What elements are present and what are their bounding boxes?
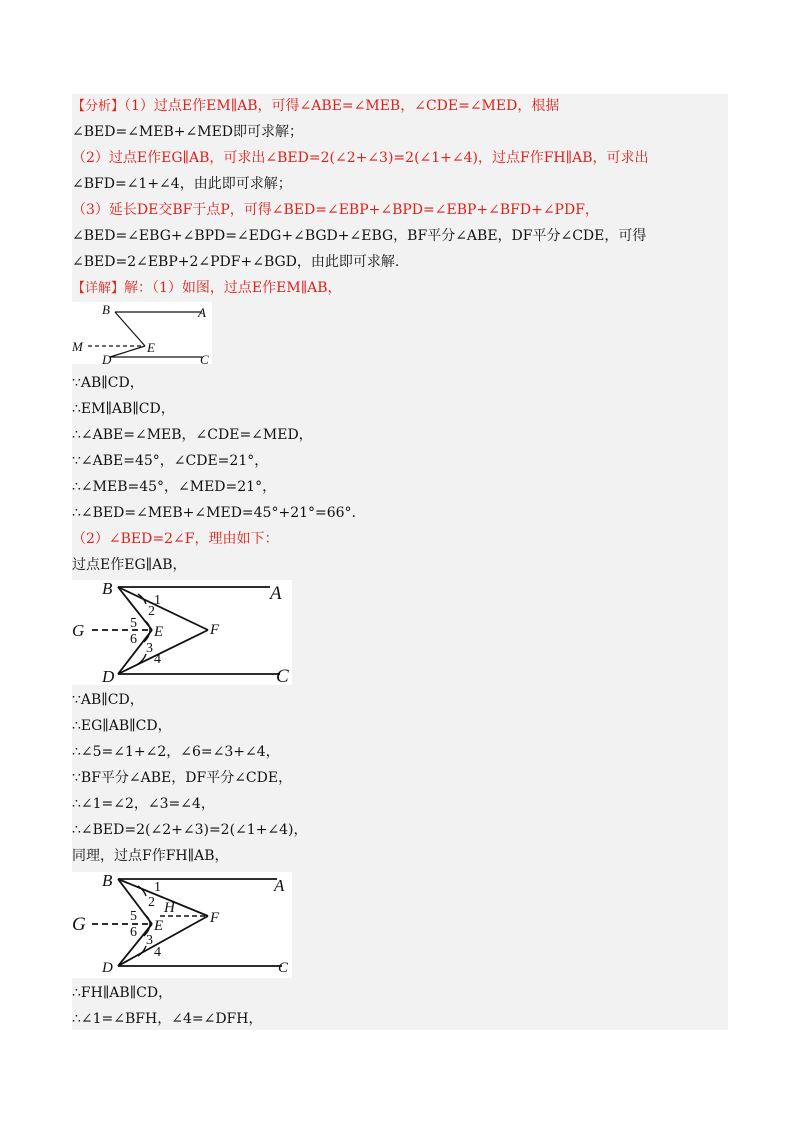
analysis-line-3: （2）过点E作EG∥AB，可求出∠BED=2(∠2+∠3)=2(∠1+∠4)，过点F作FH∥AB，可求出	[72, 150, 649, 166]
fig3-label-D: D	[102, 960, 113, 976]
fig3-label-G: G	[72, 914, 86, 935]
fig3-label-A: A	[274, 876, 285, 895]
detail-line-s4: ∵∠ABE=45°，∠CDE=21°，	[72, 453, 269, 469]
analysis-tag: 【分析】	[72, 99, 125, 114]
fig3-angle-3: 3	[146, 933, 153, 948]
fig2-label-A: A	[270, 583, 282, 604]
figure-3	[72, 872, 292, 978]
detail-line-s3: ∴∠ABE=∠MEB，∠CDE=∠MED，	[72, 427, 313, 443]
figure-2	[72, 580, 292, 685]
fig3-label-F: F	[210, 910, 220, 926]
detail-intro: 解：（1）如图，过点E作EM∥AB，	[124, 280, 342, 296]
fig3-angle-1: 1	[154, 880, 161, 895]
detail-line-t6: ∴∠BED=2(∠2+∠3)=2(∠1+∠4)，	[72, 822, 308, 838]
analysis-text: （1）过点E作EM∥AB，可得∠ABE=∠MEB，∠CDE=∠MED，根据	[124, 98, 560, 114]
fig2-angle-4: 4	[154, 652, 161, 667]
analysis-line-6: ∠BED=∠EBG+∠BPD=∠EDG+∠BGD+∠EBG，BF平分∠ABE，DF平分∠CDE，可得	[72, 228, 647, 244]
detail-line-t1: ∵AB∥CD，	[72, 692, 144, 708]
fig1-label-M: M	[72, 339, 83, 354]
detail-line-q2a: 过点E作EG∥AB，	[72, 557, 187, 573]
fig3-angle-5: 5	[130, 909, 137, 924]
fig2-angle-2: 2	[148, 604, 155, 619]
detail-line-u1: ∴FH∥AB∥CD，	[72, 985, 173, 1001]
fig1-label-C: C	[200, 352, 209, 364]
fig1-label-A: A	[198, 305, 206, 320]
fig1-label-D: D	[102, 352, 112, 364]
detail-line-u2: ∴∠1=∠BFH，∠4=∠DFH，	[72, 1011, 263, 1027]
figure-1	[72, 302, 212, 364]
fig2-angle-5: 5	[130, 616, 137, 631]
detail-line-s5: ∴∠MEB=45°，∠MED=21°，	[72, 479, 277, 495]
detail-line-q2: （2）∠BED=2∠F，理由如下：	[72, 531, 279, 547]
detail-line-t3: ∴∠5=∠1+∠2，∠6=∠3+∠4，	[72, 744, 280, 760]
detail-line-t7: 同理，过点F作FH∥AB，	[72, 848, 229, 864]
detail-line-t4: ∵BF平分∠ABE，DF平分∠CDE，	[72, 770, 293, 786]
fig3-angle-2: 2	[148, 895, 155, 910]
fig3-label-E: E	[154, 918, 164, 934]
analysis-line-4: ∠BFD=∠1+∠4，由此即可求解；	[72, 176, 292, 192]
fig1-label-E: E	[147, 340, 155, 355]
fig2-label-C: C	[276, 666, 289, 685]
fig1-label-B: B	[102, 302, 110, 317]
fig3-angle-4: 4	[154, 945, 161, 960]
fig3-label-H: H	[164, 900, 175, 916]
fig2-angle-1: 1	[154, 593, 161, 608]
detail-line-s1: ∵AB∥CD，	[72, 375, 144, 391]
analysis-line-2: ∠BED=∠MEB+∠MED即可求解；	[72, 124, 304, 140]
detail-line-s6: ∴∠BED=∠MEB+∠MED=45°+21°=66°.	[72, 505, 356, 521]
analysis-line-7: ∠BED=2∠EBP+2∠PDF+∠BGD，由此即可求解.	[72, 254, 400, 270]
detail-tag: 【详解】	[72, 281, 125, 296]
solution-panel	[72, 94, 728, 1030]
fig2-label-D: D	[102, 667, 115, 685]
fig3-label-C: C	[278, 960, 289, 976]
analysis-line-1	[72, 97, 559, 116]
fig2-label-G: G	[72, 621, 85, 640]
detail-line-t2: ∴EG∥AB∥CD，	[72, 718, 172, 734]
detail-line-t5: ∴∠1=∠2，∠3=∠4，	[72, 796, 215, 812]
fig2-angle-6: 6	[130, 632, 137, 647]
fig2-angle-3: 3	[146, 641, 153, 656]
fig2-label-E: E	[154, 624, 164, 640]
fig2-label-F: F	[210, 622, 220, 638]
detail-line-s2: ∴EM∥AB∥CD，	[72, 401, 175, 417]
fig3-angle-6: 6	[130, 925, 137, 940]
fig2-label-B: B	[102, 580, 113, 598]
fig3-label-B: B	[102, 872, 113, 890]
analysis-line-5: （3）延长DE交BF于点P，可得∠BED=∠EBP+∠BPD=∠EBP+∠BFD+∠PDF，	[72, 202, 599, 218]
detail-line-1	[72, 279, 342, 298]
